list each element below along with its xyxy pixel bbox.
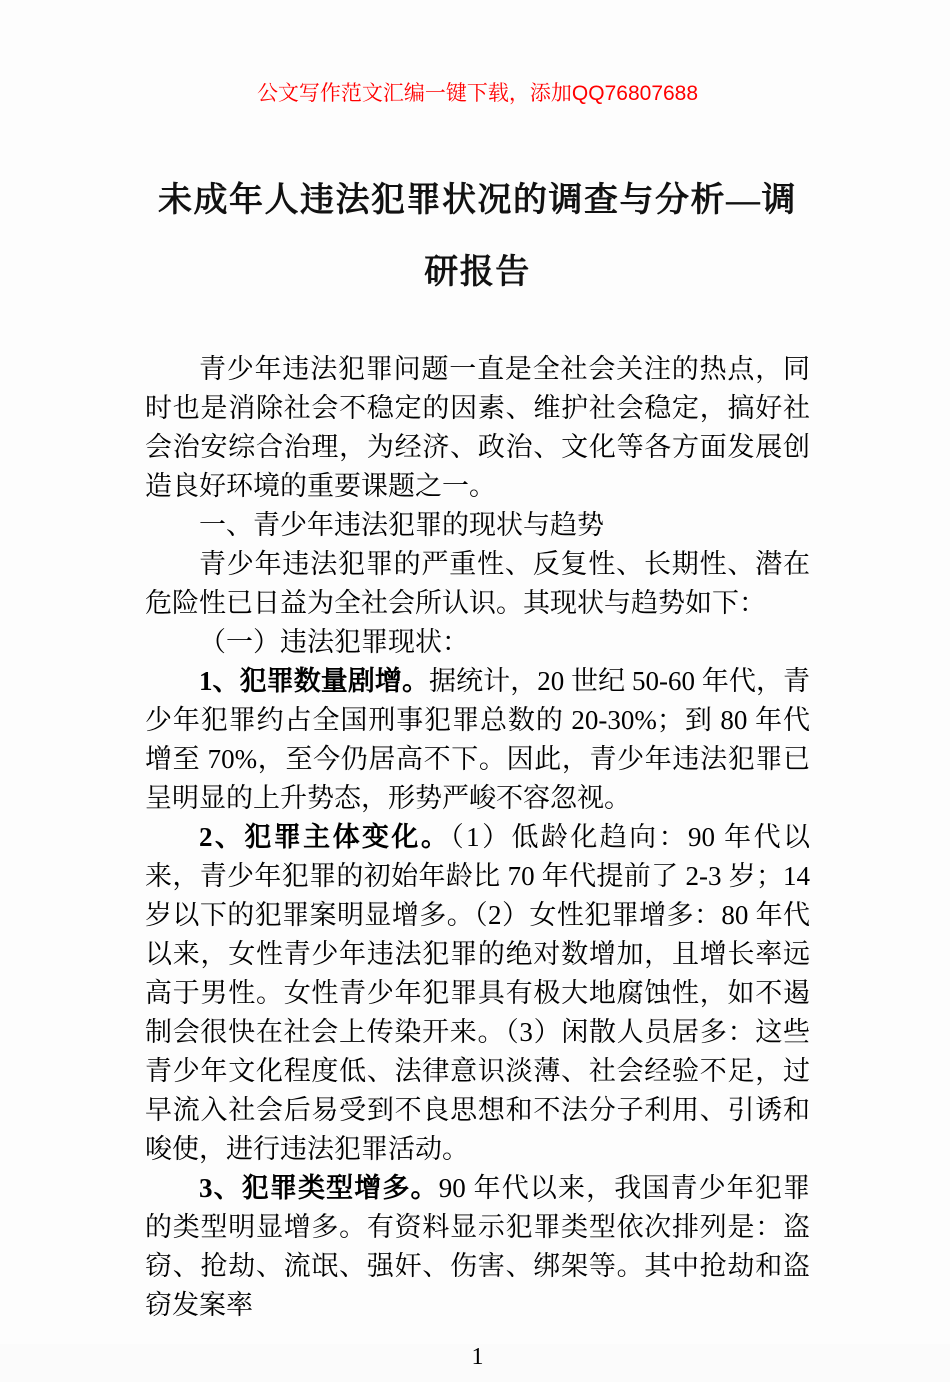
- paragraph: [145, 818, 810, 1169]
- subsection-heading: [145, 623, 810, 662]
- paragraph: [145, 1169, 810, 1325]
- paragraph-text: 据统计，20 世纪 50-60 年代，青少年犯罪约占全国刑事犯罪总数的 20-30%；到 80 年代增至 70%，至今仍居高不下。因此，青少年违法犯罪已呈明显的上升势态，形势严峻不容忽视。: [145, 666, 811, 814]
- paragraph-text: 青少年违法犯罪的严重性、反复性、长期性、潜在危险性已日益为全社会所认识。其现状与趋势如下：: [145, 549, 810, 619]
- document-title: 未成年人违法犯罪状况的调查与分析—调研报告: [158, 182, 797, 291]
- paragraph: [145, 662, 810, 818]
- page-number: 1: [471, 1344, 484, 1371]
- paragraph-text: （1）低龄化趋向：90 年代以来，青少年犯罪的初始年龄比 70 年代提前了 2-3 岁；14 岁以下的犯罪案明显增多。（2）女性犯罪增多：80 年代以来，女性青少年违法犯罪的绝对数增加，且增长率远高于男性。女性青少年犯罪具有极大地腐蚀性，如不遏制会很快在社会上传染开来。（3）闲散人员居多：这些青少年文化程度低、法律意识淡薄、社会经验不足，过早流入社会后易受到不良思想和不法分子利用、引诱和唆使，进行违法犯罪活动。: [145, 822, 810, 1165]
- paragraph: [145, 545, 810, 623]
- paragraph: [145, 350, 810, 506]
- paragraph-text: 青少年违法犯罪问题一直是全社会关注的热点，同时也是消除社会不稳定的因素、维护社会稳定，搞好社会治安综合治理，为经济、政治、文化等各方面发展创造良好环境的重要课题之一。: [145, 354, 810, 502]
- promo-banner: 公文写作范文汇编一键下载，添加QQ76807688: [256, 82, 699, 105]
- document-body: [145, 350, 810, 1325]
- paragraph-text: 90 年代以来，我国青少年犯罪的类型明显增多。有资料显示犯罪类型依次排列是：盗窃、抢劫、流氓、强奸、伤害、绑架等。其中抢劫和盗窃发案率: [145, 1173, 811, 1321]
- paragraph-text: （一）违法犯罪现状：: [199, 627, 469, 658]
- section-heading: [145, 506, 810, 545]
- paragraph-text: 一、青少年违法犯罪的现状与趋势: [199, 510, 604, 541]
- paragraph-lead: 3、犯罪类型增多。: [199, 1173, 439, 1204]
- paragraph-lead: 2、犯罪主体变化。: [199, 822, 451, 853]
- paragraph-lead: 1、犯罪数量剧增。: [199, 666, 430, 697]
